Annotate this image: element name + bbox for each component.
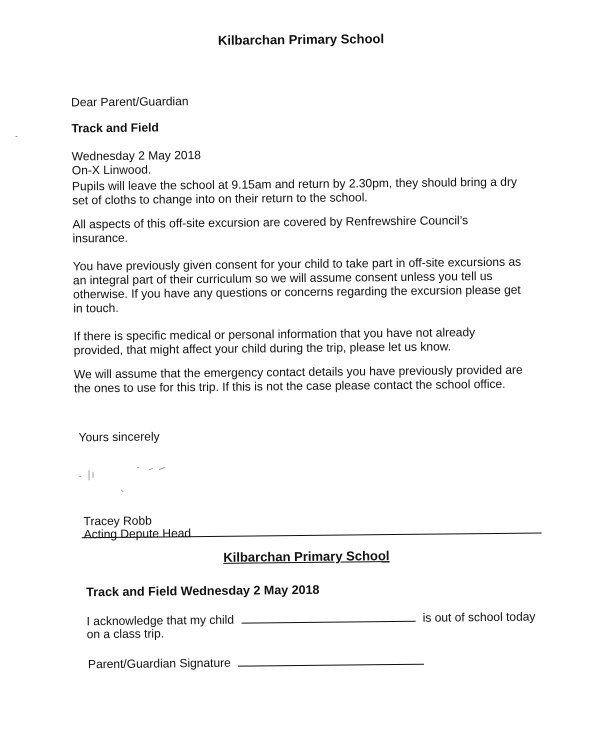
handwritten-signature-icon bbox=[77, 463, 187, 494]
paragraph-line: in touch. bbox=[73, 300, 119, 316]
paragraph-line: insurance. bbox=[72, 230, 129, 246]
signature-label: Parent/Guardian Signature bbox=[87, 655, 231, 672]
slip-acknowledgement bbox=[86, 608, 535, 629]
signatory-title: Acting Depute Head bbox=[83, 526, 192, 542]
acknowledge-prefix: I acknowledge that my child bbox=[86, 612, 235, 629]
paragraph-line: If there is specific medical or personal information that you have not already bbox=[73, 325, 476, 344]
subject-heading: Track and Field bbox=[71, 120, 159, 136]
paragraph-trip-times bbox=[72, 175, 517, 208]
paragraph-emergency-contact bbox=[74, 363, 523, 396]
paragraph-insurance bbox=[72, 213, 468, 245]
slip-school-title: Kilbarchan Primary School bbox=[223, 548, 390, 565]
acknowledge-suffix: is out of school today bbox=[422, 609, 536, 625]
acknowledge-line-2: on a class trip. bbox=[86, 626, 165, 642]
paragraph-line: the ones to use for this trip. If this is not the case please contact the school office. bbox=[74, 376, 506, 396]
paragraph-line: set of cloths to change into on their return to the school. bbox=[72, 190, 368, 208]
parent-signature-field[interactable] bbox=[238, 652, 424, 667]
closing: Yours sincerely bbox=[78, 429, 160, 445]
paragraph-consent bbox=[73, 255, 522, 316]
event-date: Wednesday 2 May 2018 bbox=[71, 148, 201, 164]
school-title: Kilbarchan Primary School bbox=[217, 31, 385, 48]
paragraph-line: an integral part of their curriculum so we will assume consent unless you tell us bbox=[72, 268, 493, 288]
slip-heading: Track and Field Wednesday 2 May 2018 bbox=[86, 582, 320, 600]
slip-signature-row bbox=[88, 652, 424, 672]
paragraph-line: provided, that might affect your child during the trip, please let us know. bbox=[73, 339, 452, 358]
salutation: Dear Parent/Guardian bbox=[71, 94, 189, 110]
paragraph-line: All aspects of this off-site excursion are covered by Renfrewshire Council’s bbox=[72, 213, 469, 232]
paragraph-medical-info bbox=[74, 325, 476, 357]
paragraph-line: You have previously given consent for your child to take part in off-site excursions as bbox=[72, 254, 522, 274]
child-name-field[interactable] bbox=[241, 609, 415, 624]
paragraph-line: Pupils will leave the school at 9.15am and return by 2.30pm, they should bring a dry bbox=[71, 174, 517, 194]
paragraph-line: otherwise. If you have any questions or concerns regarding the excursion please get bbox=[73, 282, 521, 302]
paragraph-line: We will assume that the emergency contact details you have previously provided are bbox=[73, 362, 523, 382]
scan-speck bbox=[15, 136, 17, 137]
signatory-name: Tracey Robb bbox=[83, 513, 152, 529]
event-venue: On-X Linwood. bbox=[71, 162, 152, 178]
